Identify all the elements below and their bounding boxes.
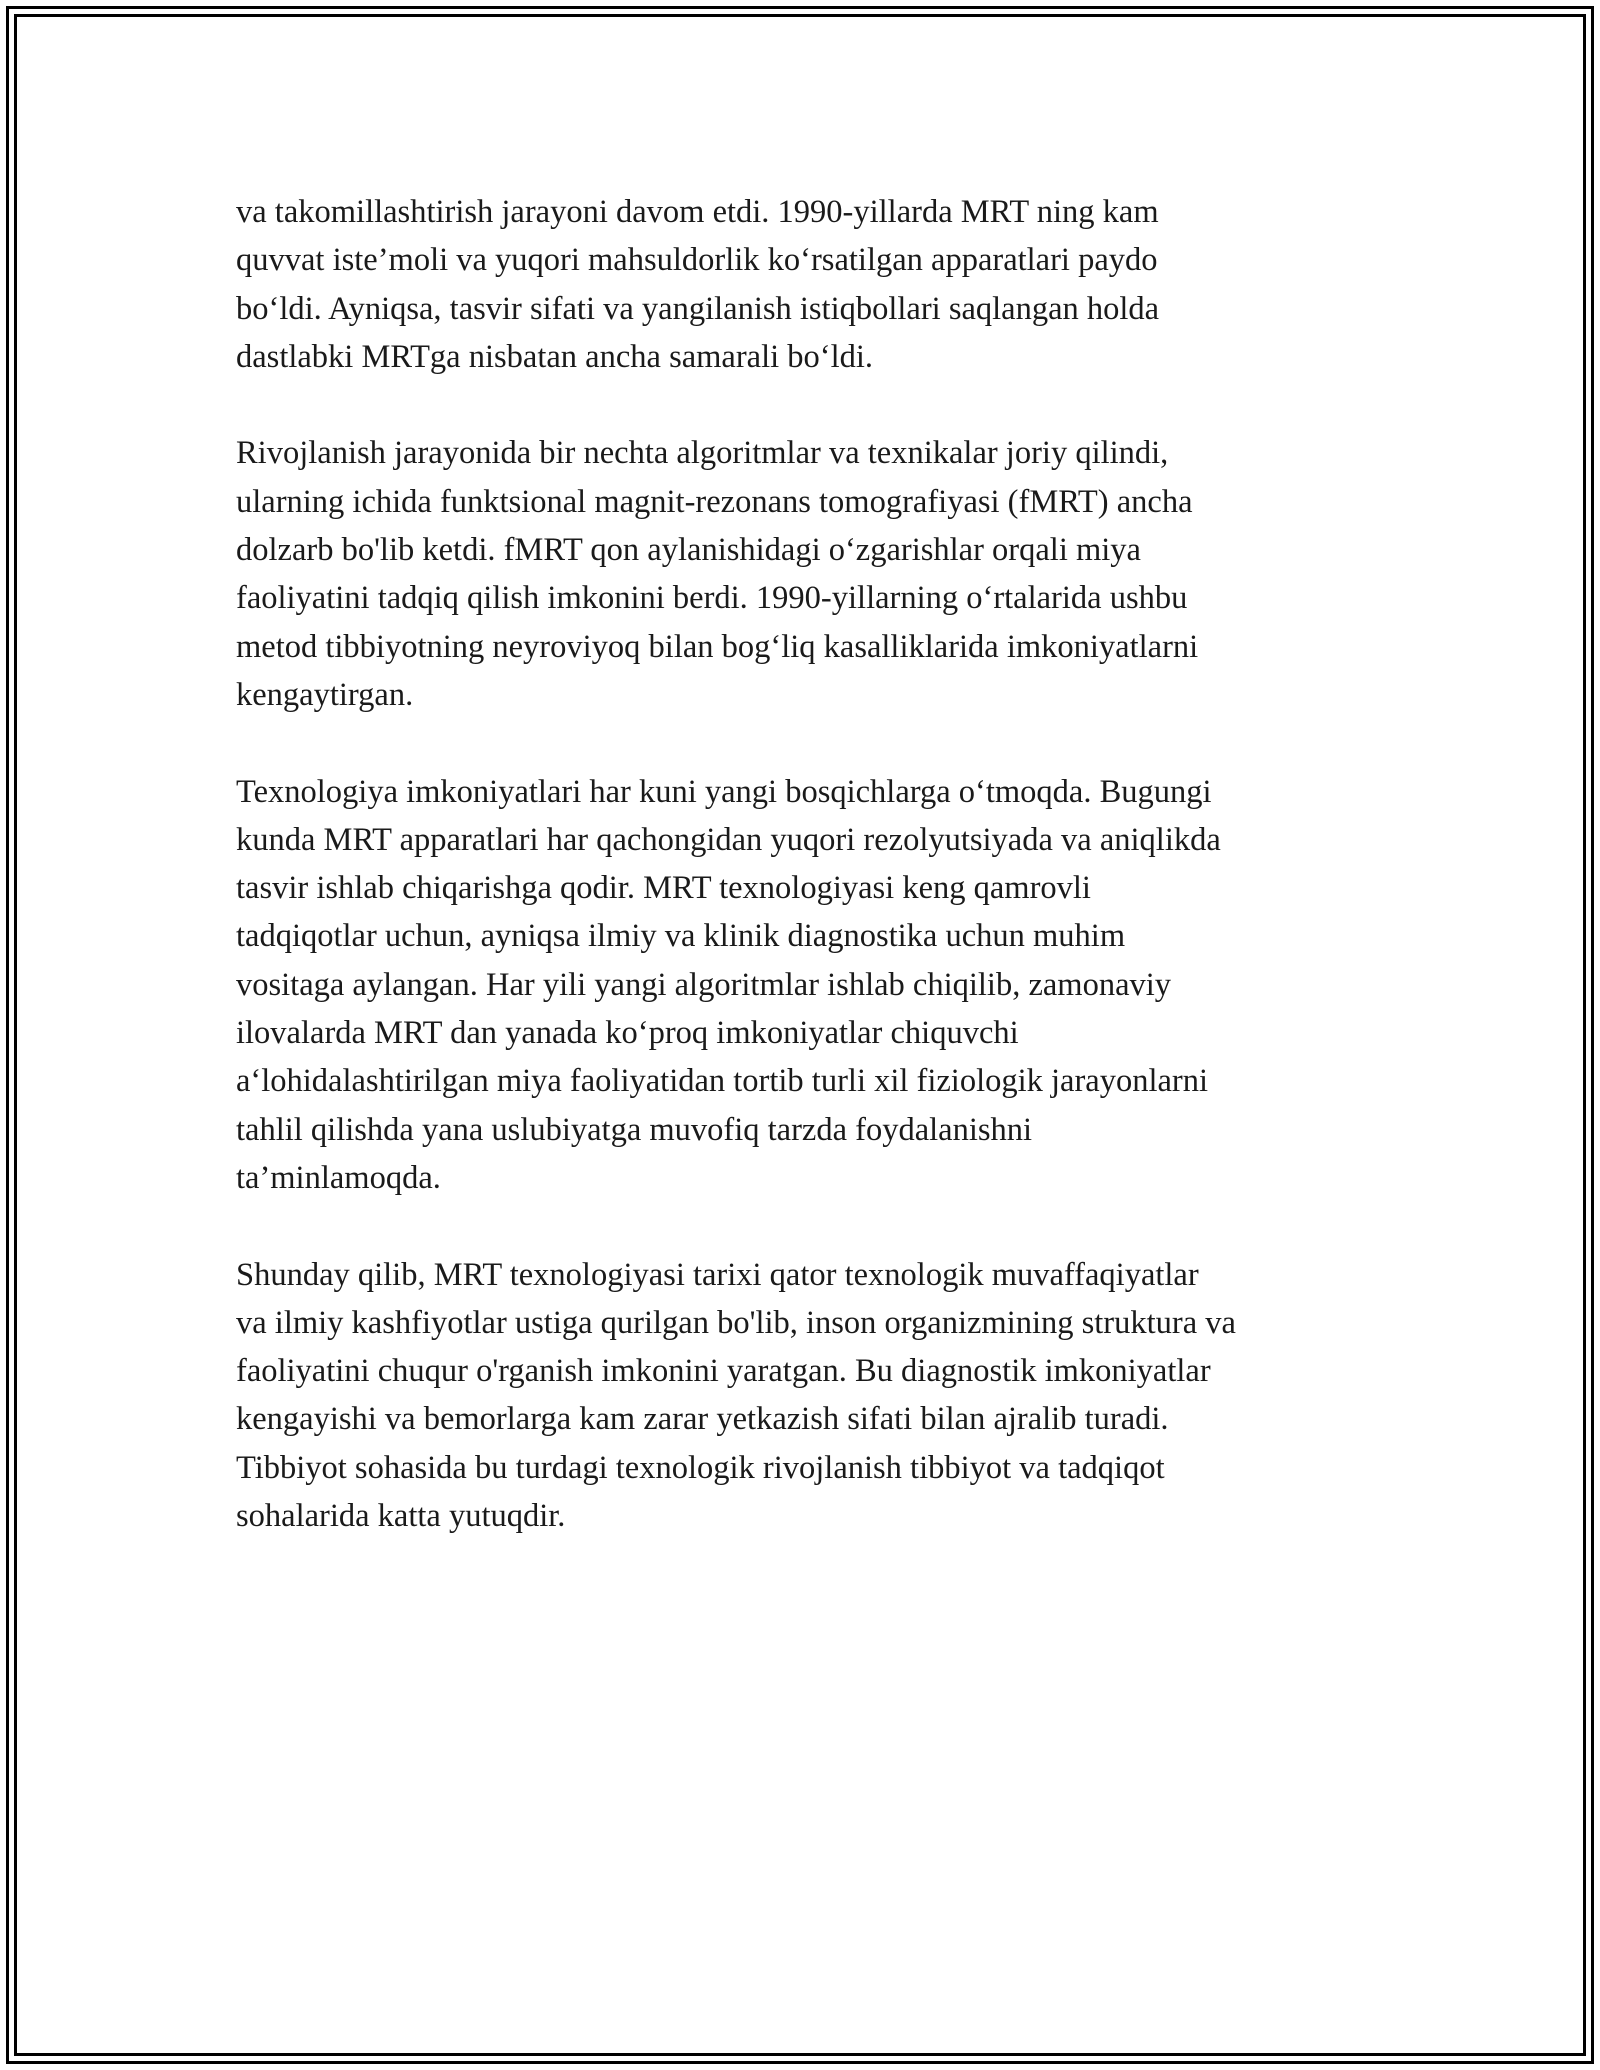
document-body (236, 188, 1386, 1589)
paragraph: Rivojlanish jarayonida bir nechta algoritmlar va texnikalar joriy qilindi, ularning ichida funktsional magnit-rezonans tomografiyasi (fMRT) ancha dolzarb bo'lib ketdi. fMRT qon aylanishidagi o‘zgarishlar orqali miya faoliyatini tadqiq qilish imkonini berdi. 1990-yillarning o‘rtalarida ushbu metod tibbiyotning neyroviyoq bilan bog‘liq kasalliklarida imkoniyatlarni kengaytirgan. (236, 435, 1199, 713)
paragraph: Shunday qilib, MRT texnologiyasi tarixi qator texnologik muvaffaqiyatlar va ilmiy kashfiyotlar ustiga qurilgan bo'lib, inson organizmining struktura va faoliyatini chuqur o'rganish imkonini yaratgan. Bu diagnostik imkoniyatlar kengayishi va bemorlarga kam zarar yetkazish sifati bilan ajralib turadi. Tibbiyot sohasida bu turdagi texnologik rivojlanish tibbiyot va tadqiqot sohalarida katta yutuqdir. (236, 1256, 1236, 1535)
paragraph: va takomillashtirish jarayoni davom etdi. 1990-yillarda MRT ning kam quvvat iste’moli va yuqori mahsuldorlik ko‘rsatilgan apparatlari paydo bo‘ldi. Ayniqsa, tasvir sifati va yangilanish istiqbollari saqlangan holda dastlabki MRTga nisbatan ancha samarali bo‘ldi. (236, 194, 1160, 375)
paragraph: Texnologiya imkoniyatlari har kuni yangi bosqichlarga o‘tmoqda. Bugungi kunda MRT apparatlari har qachongidan yuqori rezolyutsiyada va aniqlikda tasvir ishlab chiqarishga qodir. MRT texnologiyasi keng qamrovli tadqiqotlar uchun, ayniqsa ilmiy va klinik diagnostika uchun muhim vositaga aylangan. Har yili yangi algoritmlar ishlab chiqilib, zamonaviy ilovalarda MRT dan yanada ko‘proq imkoniyatlar chiquvchi a‘lohidalashtirilgan miya faoliyatidan tortib turli xil fiziologik jarayonlarni tahlil qilishda yana uslubiyatga muvofiq tarzda foydalanishni ta’minlamoqda. (236, 773, 1221, 1196)
